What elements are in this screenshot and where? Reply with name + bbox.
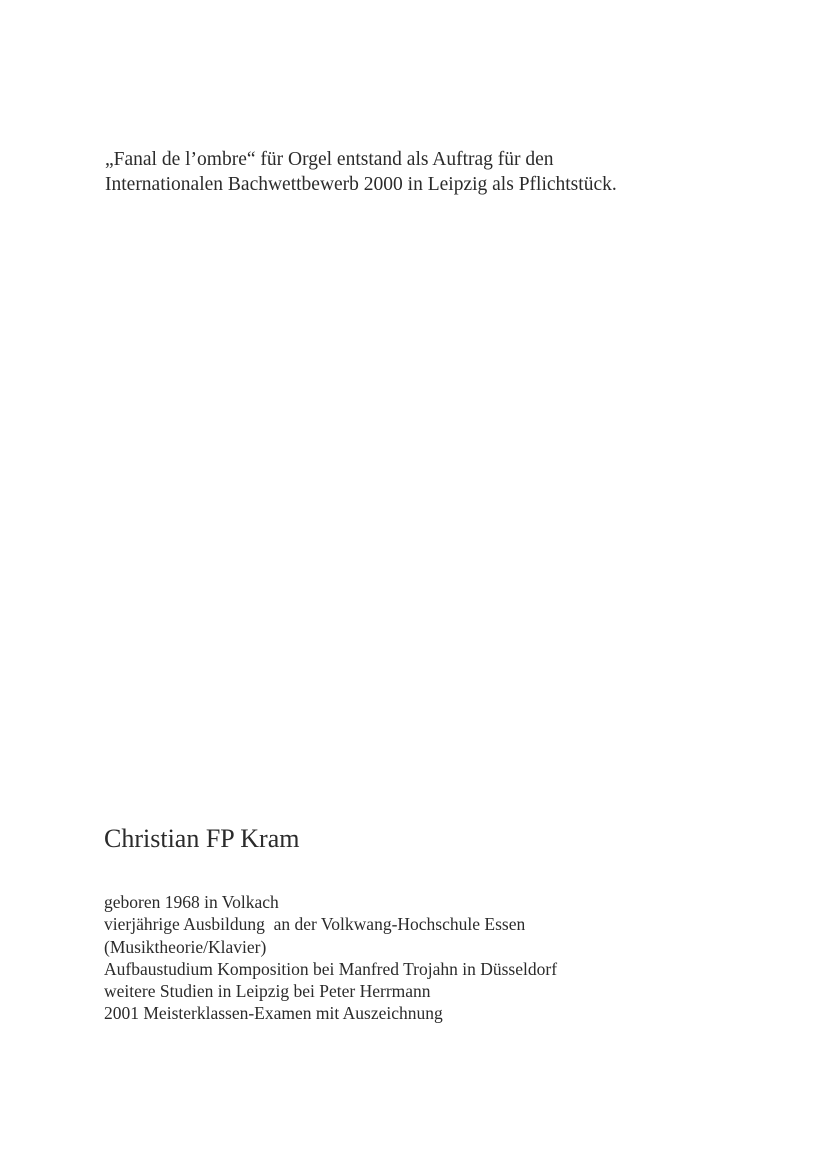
bio-line: vierjährige Ausbildung an der Volkwang-Hochschule Essen <box>104 914 526 935</box>
intro-line: „Fanal de l’ombre“ für Orgel entstand als Auftrag für den <box>105 149 554 170</box>
intro-line: Internationalen Bachwettbewerb 2000 in Leipzig als Pflichtstück. <box>105 174 617 195</box>
author-name: Christian FP Kram <box>104 824 300 853</box>
bio-line: geboren 1968 in Volkach <box>104 892 279 912</box>
bio-line: weitere Studien in Leipzig bei Peter Herrmann <box>104 981 431 1002</box>
bio-line: 2001 Meisterklassen-Examen mit Auszeichnung <box>104 1003 443 1024</box>
bio-line: (Musiktheorie/Klavier) <box>104 936 267 957</box>
biography <box>104 891 784 1025</box>
bio-line: Aufbaustudium Komposition bei Manfred Trojahn in Düsseldorf <box>104 958 558 979</box>
intro-paragraph <box>105 147 785 197</box>
